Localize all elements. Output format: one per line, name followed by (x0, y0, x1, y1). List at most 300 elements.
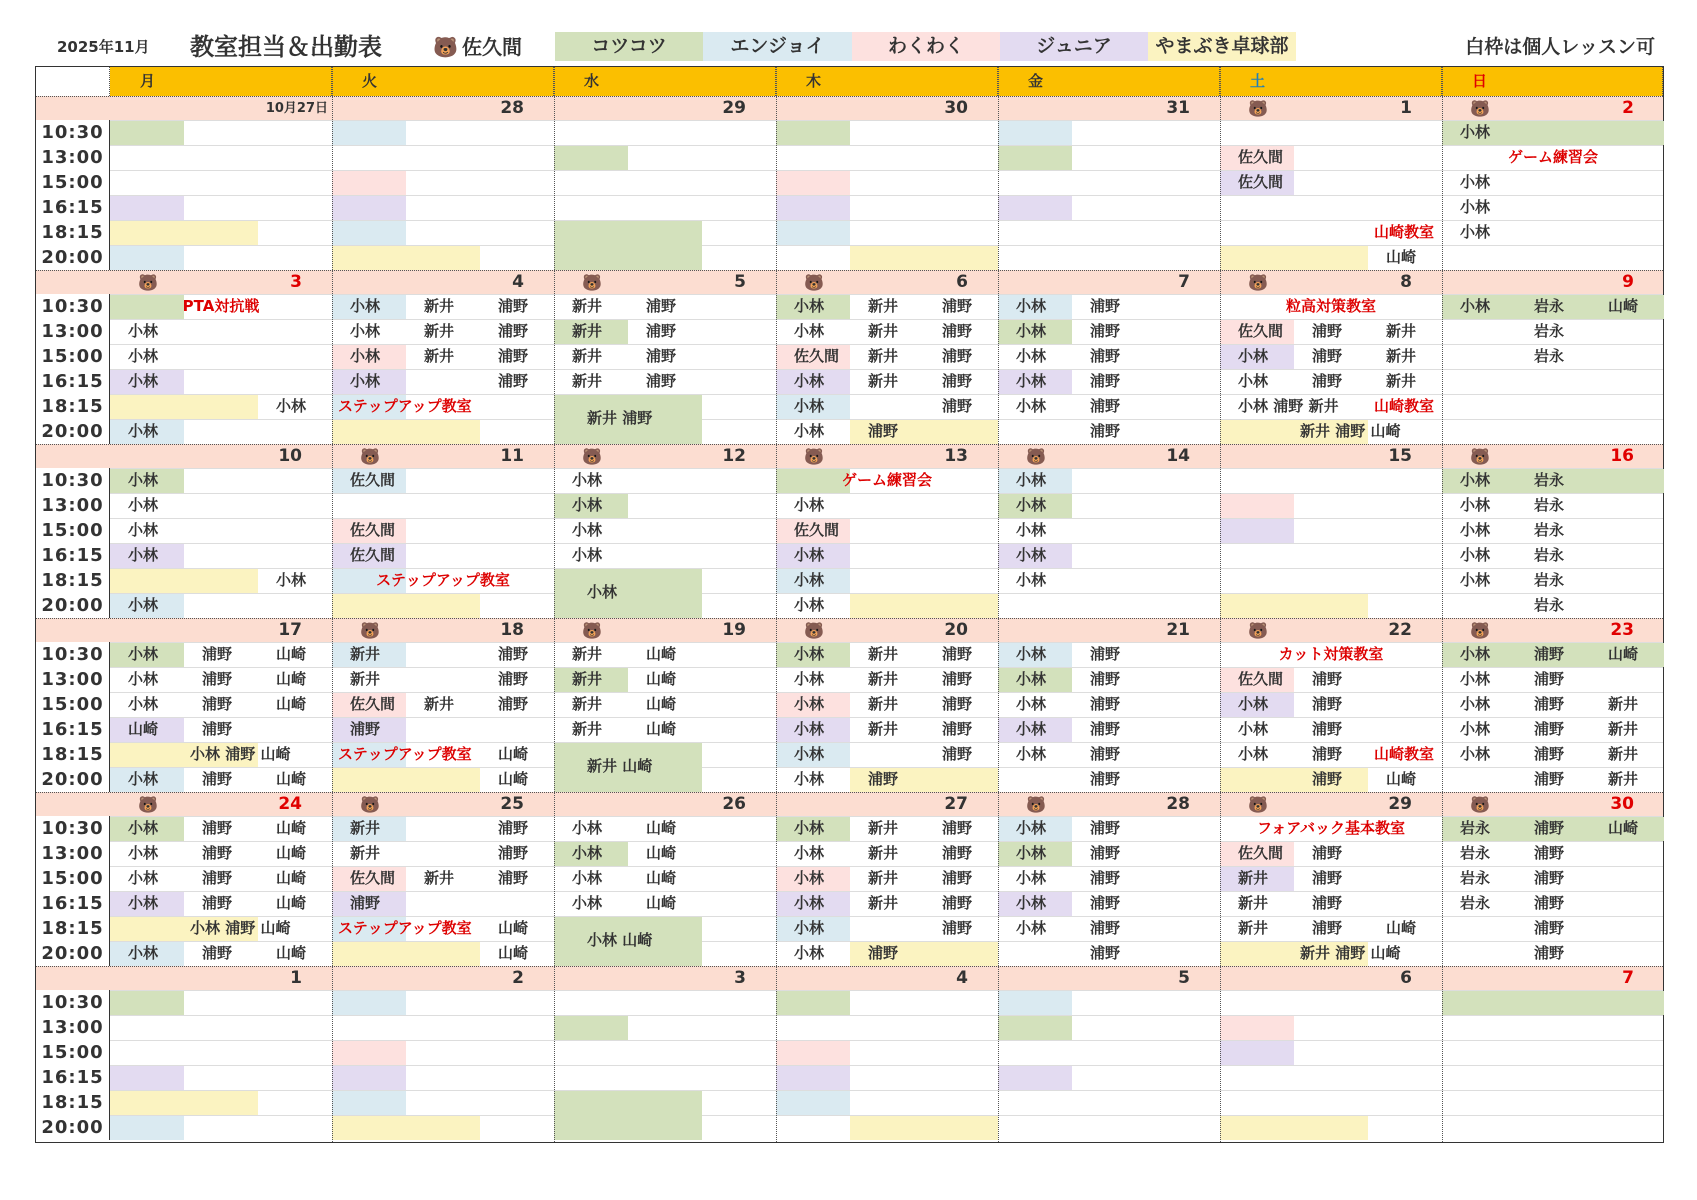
staff-name: 小林 (1016, 745, 1047, 763)
staff-name: 新井 (868, 819, 899, 837)
staff-name: 岩永 (1534, 471, 1565, 489)
date-label: 5 (734, 272, 746, 292)
staff-name: 新井 (424, 869, 455, 887)
time-label: 10:30 (36, 990, 110, 1015)
staff-name: 小林 (794, 546, 825, 564)
merged-staff: 小林 (587, 583, 618, 601)
time-label: 16:15 (36, 543, 110, 568)
staff-name: 小林 (1460, 720, 1491, 738)
staff-name: 小林 (276, 571, 307, 589)
staff-name: 浦野 (202, 670, 233, 688)
staff-name: 小林 (1016, 297, 1047, 315)
legend-item: コツコツ (555, 32, 703, 61)
staff-name: 小林 (1016, 496, 1047, 514)
bear-icon: 🐻 (138, 273, 158, 292)
cell-bg-koko (554, 1091, 702, 1140)
staff-name: 山崎 (498, 770, 529, 788)
cell-bg-yama (332, 594, 480, 618)
cell-bg-koko (110, 991, 184, 1015)
staff-name: 新井 (868, 322, 899, 340)
cell-bg-koko (554, 569, 702, 618)
staff-name: 小林 (794, 645, 825, 663)
staff-name: 小林 (1016, 645, 1047, 663)
staff-name: 新井 (350, 670, 381, 688)
staff-name: 小林 (1460, 571, 1491, 589)
staff-name: 小林 (128, 347, 159, 365)
staff-name: 小林 (1016, 720, 1047, 738)
staff-name: 小林 (1238, 347, 1269, 365)
staff-name: 新井 (1238, 919, 1269, 937)
staff-name: 小林 (794, 745, 825, 763)
day-header-4: 金 (998, 67, 1220, 96)
date-label: 15 (1388, 446, 1412, 466)
staff-name: 佐久間 (350, 546, 396, 564)
event-label: ゲーム練習会 (1507, 148, 1598, 166)
cell-bg-koko (998, 1016, 1072, 1040)
staff-name: 新井 (868, 695, 899, 713)
time-label: 15:00 (36, 1040, 110, 1065)
staff-name: 浦野 (1534, 944, 1565, 962)
cell-bg-junior (998, 196, 1072, 220)
staff-name: 浦野 (942, 695, 973, 713)
date-label: 18 (500, 620, 524, 640)
staff-name: 浦野 (1312, 745, 1343, 763)
staff-name: 浦野 (868, 944, 899, 962)
staff-name: 新井 (572, 695, 603, 713)
staff-name: 浦野 (1090, 819, 1121, 837)
time-label: 13:00 (36, 493, 110, 518)
event-label: ステップアップ教室 (338, 745, 472, 763)
staff-name: 小林 (1016, 670, 1047, 688)
time-label: 20:00 (36, 419, 110, 444)
staff-name: 山崎 (1386, 919, 1417, 937)
staff-name: 浦野 (942, 919, 973, 937)
staff-name: 浦野 (942, 322, 973, 340)
time-label: 20:00 (36, 1115, 110, 1140)
bear-icon: 🐻 (582, 447, 602, 466)
staff-name: 浦野 (942, 720, 973, 738)
cell-bg-waku (332, 1041, 406, 1065)
staff-name: 浦野 (1312, 372, 1343, 390)
staff-name: 浦野 (1534, 670, 1565, 688)
cell-bg-koko (554, 146, 628, 170)
staff-name: 小林 (794, 372, 825, 390)
staff-name: 岩永 (1460, 844, 1491, 862)
cell-bg-yama (850, 594, 998, 618)
staff-name: 小林 (1238, 372, 1269, 390)
time-label: 18:15 (36, 220, 110, 245)
staff-name: 浦野 (1534, 695, 1565, 713)
staff-name: 浦野 (1312, 322, 1343, 340)
staff-name: 浦野 (1090, 322, 1121, 340)
staff-name: 小林 浦野 山崎 (190, 745, 291, 763)
date-label: 28 (1166, 794, 1190, 814)
staff-name: 新井 (572, 347, 603, 365)
date-label: 4 (512, 272, 524, 292)
time-label: 20:00 (36, 941, 110, 966)
staff-name: 小林 (572, 844, 603, 862)
cell-bg-yama (850, 1116, 998, 1140)
cell-bg-yama (110, 395, 258, 419)
staff-name: 小林 (128, 869, 159, 887)
date-label: 19 (722, 620, 746, 640)
staff-name: 小林 (794, 819, 825, 837)
staff-name: 小林 (1016, 372, 1047, 390)
staff-name: 浦野 (498, 819, 529, 837)
staff-name: 新井 (350, 844, 381, 862)
time-label: 15:00 (36, 692, 110, 717)
date-label: 6 (956, 272, 968, 292)
staff-name: 小林 (794, 596, 825, 614)
merged-staff: 新井 浦野 (587, 409, 653, 427)
staff-name: 新井 (350, 645, 381, 663)
time-label: 20:00 (36, 245, 110, 270)
staff-name: 佐久間 (1238, 148, 1284, 166)
staff-name: 小林 (794, 944, 825, 962)
cell-bg-junior (776, 1066, 850, 1090)
date-label: 30 (1610, 794, 1634, 814)
staff-name: 小林 (1016, 347, 1047, 365)
staff-name: 小林 (276, 397, 307, 415)
staff-name: 新井 (572, 670, 603, 688)
bear-icon: 🐻 (138, 795, 158, 814)
staff-name: 浦野 (1090, 844, 1121, 862)
legend-item: ジュニア (1000, 32, 1148, 61)
staff-name: 浦野 (202, 645, 233, 663)
staff-name: 新井 (868, 844, 899, 862)
staff-name: 佐久間 (350, 695, 396, 713)
staff-name: 佐久間 (1238, 844, 1284, 862)
date-label: 28 (500, 98, 524, 118)
date-label: 2 (1622, 98, 1634, 118)
day-header-6: 日 (1442, 67, 1663, 96)
staff-name: 山崎 (276, 944, 307, 962)
day-header-0: 月 (110, 67, 332, 96)
staff-name: 山崎 (646, 720, 677, 738)
staff-name: 浦野 (1534, 819, 1565, 837)
staff-name: 岩永 (1534, 546, 1565, 564)
staff-name: 浦野 (942, 297, 973, 315)
staff-name: 岩永 (1460, 869, 1491, 887)
staff-name: 小林 (128, 471, 159, 489)
date-label: 16 (1610, 446, 1634, 466)
staff-name: 山崎 (646, 695, 677, 713)
staff-name: 小林 (794, 894, 825, 912)
staff-name: 小林 (794, 844, 825, 862)
staff-name: 小林 (128, 944, 159, 962)
merged-staff: 新井 山崎 (587, 757, 653, 775)
cell-bg-yama (1220, 246, 1368, 270)
staff-name: 佐久間 (1238, 173, 1284, 191)
staff-name: 浦野 (202, 844, 233, 862)
cell-bg-junior (1220, 1041, 1294, 1065)
event-label: ゲーム練習会 (841, 471, 932, 489)
time-label: 13:00 (36, 319, 110, 344)
staff-name: 浦野 (498, 322, 529, 340)
date-label: 31 (1166, 98, 1190, 118)
staff-name: 浦野 (646, 322, 677, 340)
staff-name: 浦野 (202, 944, 233, 962)
event-label: 山崎教室 (1373, 397, 1434, 415)
staff-name: 浦野 (868, 770, 899, 788)
staff-name: 小林 (1460, 546, 1491, 564)
cell-bg-junior (776, 196, 850, 220)
staff-name: 小林 (794, 571, 825, 589)
staff-name: 小林 (794, 496, 825, 514)
date-label: 9 (1622, 272, 1634, 292)
staff-name: 浦野 (1312, 670, 1343, 688)
staff-name: 浦野 (942, 894, 973, 912)
staff-name: 小林 (572, 471, 603, 489)
staff-name: 小林 (128, 670, 159, 688)
staff-name: 小林 (1016, 546, 1047, 564)
staff-name: 岩永 (1534, 596, 1565, 614)
staff-name: 山崎 (498, 944, 529, 962)
staff-name: 小林 (1016, 844, 1047, 862)
staff-name: 浦野 (942, 372, 973, 390)
staff-name: 浦野 (1090, 720, 1121, 738)
cell-bg-waku (776, 1041, 850, 1065)
staff-name: 新井 (868, 297, 899, 315)
staff-name: 小林 (794, 720, 825, 738)
staff-name: 浦野 (1312, 770, 1343, 788)
event-label: PTA対抗戦 (182, 297, 260, 315)
staff-name: 小林 (350, 347, 381, 365)
staff-name: 浦野 (498, 670, 529, 688)
staff-name: 小林 (128, 894, 159, 912)
private-lesson-note: 白枠は個人レッスン可 (1465, 36, 1655, 58)
bear-icon: 🐻 (1248, 795, 1268, 814)
column-divider (998, 67, 999, 1142)
date-label: 3 (290, 272, 302, 292)
cell-bg-yama (110, 1091, 258, 1115)
cell-bg-enjoy (110, 1116, 184, 1140)
staff-name: 浦野 (1312, 894, 1343, 912)
staff-name: 佐久間 (350, 471, 396, 489)
staff-name: 山崎 (276, 894, 307, 912)
time-label: 10:30 (36, 294, 110, 319)
date-label: 17 (278, 620, 302, 640)
staff-name: 浦野 (868, 422, 899, 440)
cell-bg-junior (332, 1066, 406, 1090)
staff-name: 小林 (1238, 695, 1269, 713)
staff-name: 小林 (350, 297, 381, 315)
date-label: 8 (1400, 272, 1412, 292)
legend-item: やまぶき卓球部 (1148, 32, 1296, 61)
staff-name: 小林 (794, 297, 825, 315)
event-label: カット対策教室 (1278, 645, 1384, 663)
staff-name: 小林 (1460, 223, 1491, 241)
staff-name: 浦野 (1090, 670, 1121, 688)
staff-name: 浦野 (1534, 720, 1565, 738)
date-label: 24 (278, 794, 302, 814)
staff-name: 浦野 (1090, 944, 1121, 962)
date-label: 12 (722, 446, 746, 466)
date-label: 30 (944, 98, 968, 118)
cell-bg-junior (1220, 519, 1294, 543)
bear-icon: 🐻 (1248, 99, 1268, 118)
staff-name: 山崎 (276, 695, 307, 713)
staff-name: 浦野 (1534, 894, 1565, 912)
cell-bg-yama (332, 942, 480, 966)
time-label: 18:15 (36, 568, 110, 593)
staff-name: 浦野 (942, 819, 973, 837)
cell-bg-enjoy (332, 991, 406, 1015)
schedule-grid (35, 66, 1664, 1143)
staff-name: 山崎 (1608, 297, 1639, 315)
bear-icon: 🐻 (1470, 795, 1490, 814)
staff-name: 新井 (1386, 372, 1417, 390)
staff-name: 佐久間 (350, 869, 396, 887)
staff-name: 小林 (1016, 521, 1047, 539)
row-line (110, 1015, 1663, 1016)
time-label: 18:15 (36, 916, 110, 941)
staff-name: 浦野 (498, 347, 529, 365)
page-title: 教室担当＆出勤表 (190, 33, 382, 61)
date-label: 1 (1400, 98, 1412, 118)
staff-name: 山崎 (646, 844, 677, 862)
staff-name: 新井 (1386, 347, 1417, 365)
cell-bg-waku (1220, 494, 1294, 518)
staff-name: 小林 (1460, 297, 1491, 315)
staff-name: 浦野 (1090, 645, 1121, 663)
cell-bg-koko (554, 1016, 628, 1040)
time-header-cell (36, 67, 110, 96)
bear-icon: 🐻 (360, 621, 380, 640)
bear-icon: 🐻 (582, 621, 602, 640)
date-label: 3 (734, 968, 746, 988)
staff-name: 小林 (1460, 198, 1491, 216)
staff-name: 山崎 (498, 745, 529, 763)
staff-name: 岩永 (1534, 521, 1565, 539)
cell-bg-yama (332, 1116, 480, 1140)
staff-name: 浦野 (1090, 397, 1121, 415)
time-label: 15:00 (36, 170, 110, 195)
staff-name: 浦野 (1534, 745, 1565, 763)
time-label: 13:00 (36, 145, 110, 170)
cell-bg-yama (332, 246, 480, 270)
cell-bg-junior (998, 1066, 1072, 1090)
bear-icon: 🐻 (360, 447, 380, 466)
cell-bg-enjoy (998, 121, 1072, 145)
staff-name: 岩永 (1534, 571, 1565, 589)
staff-name: 新井 (350, 819, 381, 837)
staff-name: 小林 (1016, 695, 1047, 713)
staff-name: 小林 (128, 521, 159, 539)
date-label: 27 (944, 794, 968, 814)
staff-name: 浦野 (1090, 422, 1121, 440)
cell-bg-koko (998, 146, 1072, 170)
staff-name: 新井 (1608, 745, 1639, 763)
staff-name: 小林 (1460, 521, 1491, 539)
merged-staff: 小林 山崎 (587, 931, 653, 949)
staff-name: 浦野 (1534, 844, 1565, 862)
bear-icon: 🐻 (582, 273, 602, 292)
staff-name: 山崎 (646, 670, 677, 688)
staff-name: 山崎 (1386, 770, 1417, 788)
staff-name: 浦野 (350, 894, 381, 912)
staff-name: 山崎 (1608, 645, 1639, 663)
date-label: 10月27日 (265, 101, 328, 116)
event-label: 山崎教室 (1373, 223, 1434, 241)
staff-name: 小林 (128, 844, 159, 862)
cell-bg-enjoy (332, 221, 406, 245)
staff-name: 新井 浦野 山崎 (1300, 944, 1401, 962)
staff-name: 岩永 (1460, 819, 1491, 837)
date-label: 26 (722, 794, 746, 814)
staff-name: 浦野 (202, 819, 233, 837)
staff-name: 佐久間 (350, 521, 396, 539)
staff-name: 小林 (128, 695, 159, 713)
staff-name: 小林 (128, 645, 159, 663)
cell-bg-yama (332, 768, 480, 792)
bear-icon: 🐻 (1026, 795, 1046, 814)
event-label: 粒高対策教室 (1285, 297, 1376, 315)
staff-name: 山崎 (276, 869, 307, 887)
cell-bg-yama (1220, 768, 1368, 792)
cell-bg-enjoy (332, 121, 406, 145)
staff-name: 新井 (1238, 894, 1269, 912)
legend-item: エンジョイ (703, 32, 852, 61)
day-header-2: 水 (554, 67, 776, 96)
staff-name: 山崎 (1608, 819, 1639, 837)
time-label: 15:00 (36, 518, 110, 543)
staff-name: 山崎 (276, 645, 307, 663)
staff-name: 浦野 (646, 297, 677, 315)
staff-name: 新井 (572, 372, 603, 390)
staff-name: 浦野 (1312, 695, 1343, 713)
cell-bg-enjoy (776, 221, 850, 245)
staff-name: 岩永 (1534, 297, 1565, 315)
staff-name: 岩永 (1534, 496, 1565, 514)
staff-name: 新井 (572, 720, 603, 738)
column-divider (332, 67, 333, 1142)
bear-icon: 🐻 (804, 447, 824, 466)
staff-name: 浦野 (646, 372, 677, 390)
staff-name: 浦野 (202, 720, 233, 738)
staff-name: 小林 (1460, 496, 1491, 514)
cell-bg-waku (1220, 1016, 1294, 1040)
staff-name: 浦野 (202, 695, 233, 713)
event-label: ステップアップ教室 (376, 571, 510, 589)
staff-name: 浦野 (1312, 919, 1343, 937)
staff-name: 浦野 (1090, 919, 1121, 937)
staff-name: 浦野 (1090, 297, 1121, 315)
staff-name: 小林 (1238, 720, 1269, 738)
staff-name: 新井 (868, 869, 899, 887)
staff-name: 山崎 (1386, 248, 1417, 266)
staff-name: 浦野 (1090, 347, 1121, 365)
staff-name: 浦野 (350, 720, 381, 738)
staff-name: 新井 (572, 322, 603, 340)
bear-name: 佐久間 (462, 35, 522, 59)
staff-name: 小林 (572, 521, 603, 539)
staff-name: 小林 (794, 422, 825, 440)
staff-name: 山崎 (276, 670, 307, 688)
staff-name: 小林 (794, 919, 825, 937)
day-header-5: 土 (1220, 67, 1442, 96)
staff-name: 山崎 (646, 894, 677, 912)
date-label: 23 (1610, 620, 1634, 640)
time-label: 10:30 (36, 816, 110, 841)
time-label: 15:00 (36, 344, 110, 369)
date-label: 11 (500, 446, 524, 466)
cell-bg-koko (110, 121, 184, 145)
staff-name: 浦野 (942, 844, 973, 862)
date-label: 14 (1166, 446, 1190, 466)
staff-name: 小林 (1238, 745, 1269, 763)
bear-icon: 🐻 (1026, 447, 1046, 466)
